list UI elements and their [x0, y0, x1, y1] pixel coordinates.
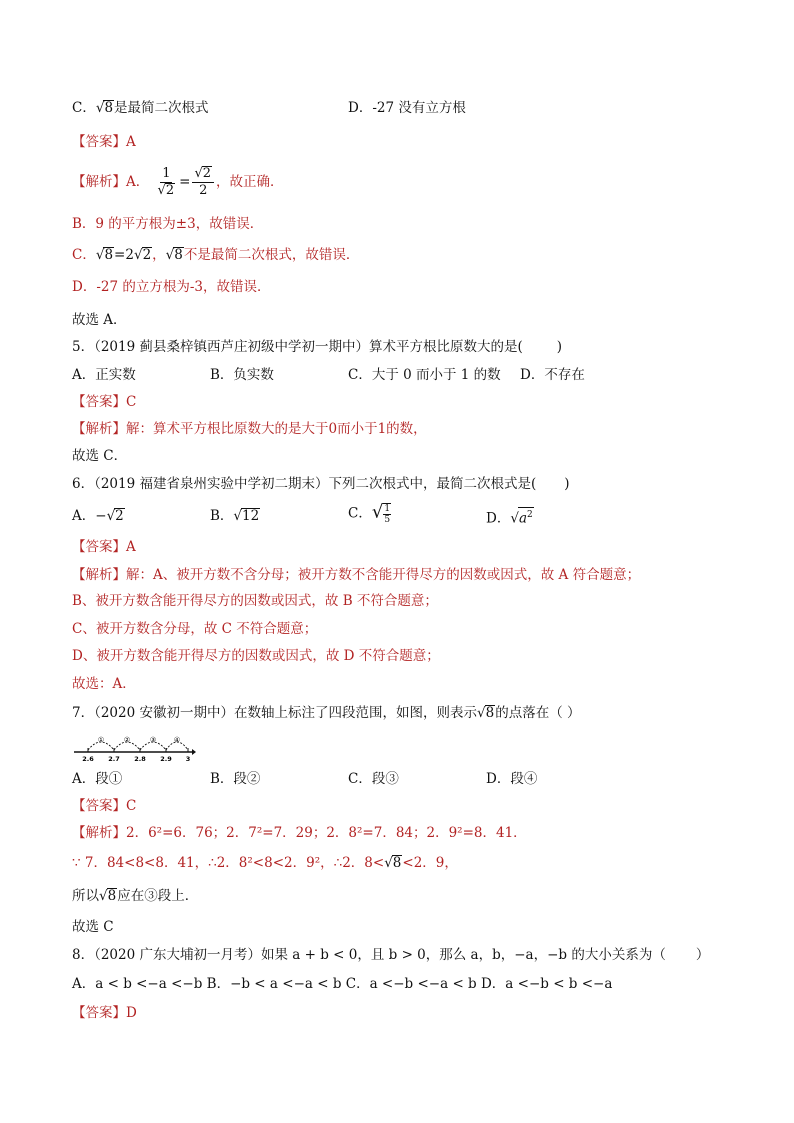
- segment-label-1: ①: [97, 736, 105, 744]
- q8-stem: 8．（2020 广东大埔初一月考）如果 a + b < 0，且 b > 0，那么 a，b，−a，−b 的大小关系为（ ）: [72, 947, 710, 963]
- segment-label-2: ②: [123, 736, 131, 744]
- q5-choose: 故选 C．: [72, 448, 128, 464]
- q6-option-a: A．−√2: [72, 508, 124, 524]
- q8-answer: 【答案】D: [72, 1005, 137, 1021]
- q7-analysis-3: 所以√8应在③段上．: [72, 888, 199, 904]
- q7-stem: 7．（2020 安徽初一期中）在数轴上标注了四段范围，如图，则表示√8的点落在（ ）: [72, 705, 581, 721]
- q4-answer: 【答案】A: [72, 134, 136, 150]
- q6-analysis-3: C、被开方数含分母，故 C 不符合题意；: [72, 621, 318, 637]
- q6-option-d: D．$√a^2$: [486, 507, 534, 528]
- q4-choose: 故选 A．: [72, 312, 127, 328]
- tick-label-2-7: 2.7: [108, 755, 120, 763]
- q6-answer: 【答案】A: [72, 539, 136, 555]
- q7-analysis-1: 【解析】2．6²=6．76；2．7²=7．29；2．8²=7．84；2．9²=8．41．: [72, 825, 527, 841]
- q6-option-b: B．√12: [210, 508, 260, 524]
- q4-analysis-c: C．√8=2√2，√8不是最简二次根式，故错误．: [72, 247, 360, 263]
- q7-option-c: C．段③: [348, 771, 399, 787]
- q7-option-a: A．段①: [72, 771, 123, 787]
- q6-analysis-2: B、被开方数含能开得尽方的因数或因式，故 B 不符合题意；: [72, 593, 438, 609]
- q4-analysis-a: 【解析】A． $\frac{1}{√2}$ = $\frac{√2}{2}$ ，故正确．: [72, 166, 284, 198]
- tick-label-3: 3: [185, 755, 191, 763]
- tick-label-2-9: 2.9: [160, 755, 172, 763]
- q6-analysis-4: D、被开方数含能开得尽方的因数或因式，故 D 不符合题意；: [72, 648, 440, 664]
- q7-option-b: B．段②: [210, 771, 261, 787]
- q4-option-c: C．√8是最简二次根式: [72, 100, 209, 116]
- number-line-figure: [72, 730, 196, 764]
- q4-option-d: D．-27 没有立方根: [348, 100, 466, 116]
- q5-option-a: A．正实数: [72, 367, 136, 383]
- tick-label-2-6: 2.6: [82, 755, 94, 763]
- q5-analysis: 【解析】解：算术平方根比原数大的是大于0而小于1的数，: [72, 421, 427, 437]
- fraction-1-over-sqrt2: $\frac{1}{√2}$: [157, 166, 175, 198]
- tick-label-2-8: 2.8: [134, 755, 146, 763]
- q7-option-d: D．段④: [486, 771, 538, 787]
- q5-option-c: C．大于 0 而小于 1 的数: [348, 367, 501, 383]
- fraction-sqrt2-over-2: $\frac{√2}{2}$: [192, 166, 214, 199]
- q6-stem: 6．（2019 福建省泉州实验中学初二期末）下列二次根式中，最简二次根式是( ): [72, 476, 570, 492]
- q6-option-c: C．√ $\frac{1}{5}$: [348, 501, 391, 525]
- number-line-arrow: [192, 749, 196, 755]
- q5-option-b: B．负实数: [210, 367, 274, 383]
- q5-answer: 【答案】C: [72, 394, 137, 410]
- q8-options: A．a < b <−a <−b B．−b < a <−a < b C．a <−b <−a < b D．a <−b < b <−a: [72, 976, 613, 992]
- q4-analysis-b: B．9 的平方根为±3，故错误．: [72, 216, 264, 232]
- q7-analysis-2: ∵ 7．84<8<8．41，∴2．8²<8<2．9²，∴2．8<√8<2．9，: [72, 855, 458, 871]
- q7-answer: 【答案】C: [72, 798, 137, 814]
- segment-label-3: ③: [149, 736, 157, 744]
- q5-option-d: D．不存在: [520, 367, 585, 383]
- segment-label-4: ④: [173, 736, 181, 744]
- q4-analysis-d: D．-27 的立方根为-3，故错误．: [72, 279, 271, 295]
- q7-choose: 故选 C: [72, 919, 114, 935]
- q5-stem: 5．（2019 蓟县桑梓镇西芦庄初级中学初一期中）算术平方根比原数大的是( ): [72, 339, 563, 355]
- q6-analysis-1: 【解析】解：A、被开方数不含分母；被开方数不含能开得尽方的因数或因式，故 A 符合题意；: [72, 567, 641, 583]
- q6-choose: 故选：A．: [72, 676, 136, 692]
